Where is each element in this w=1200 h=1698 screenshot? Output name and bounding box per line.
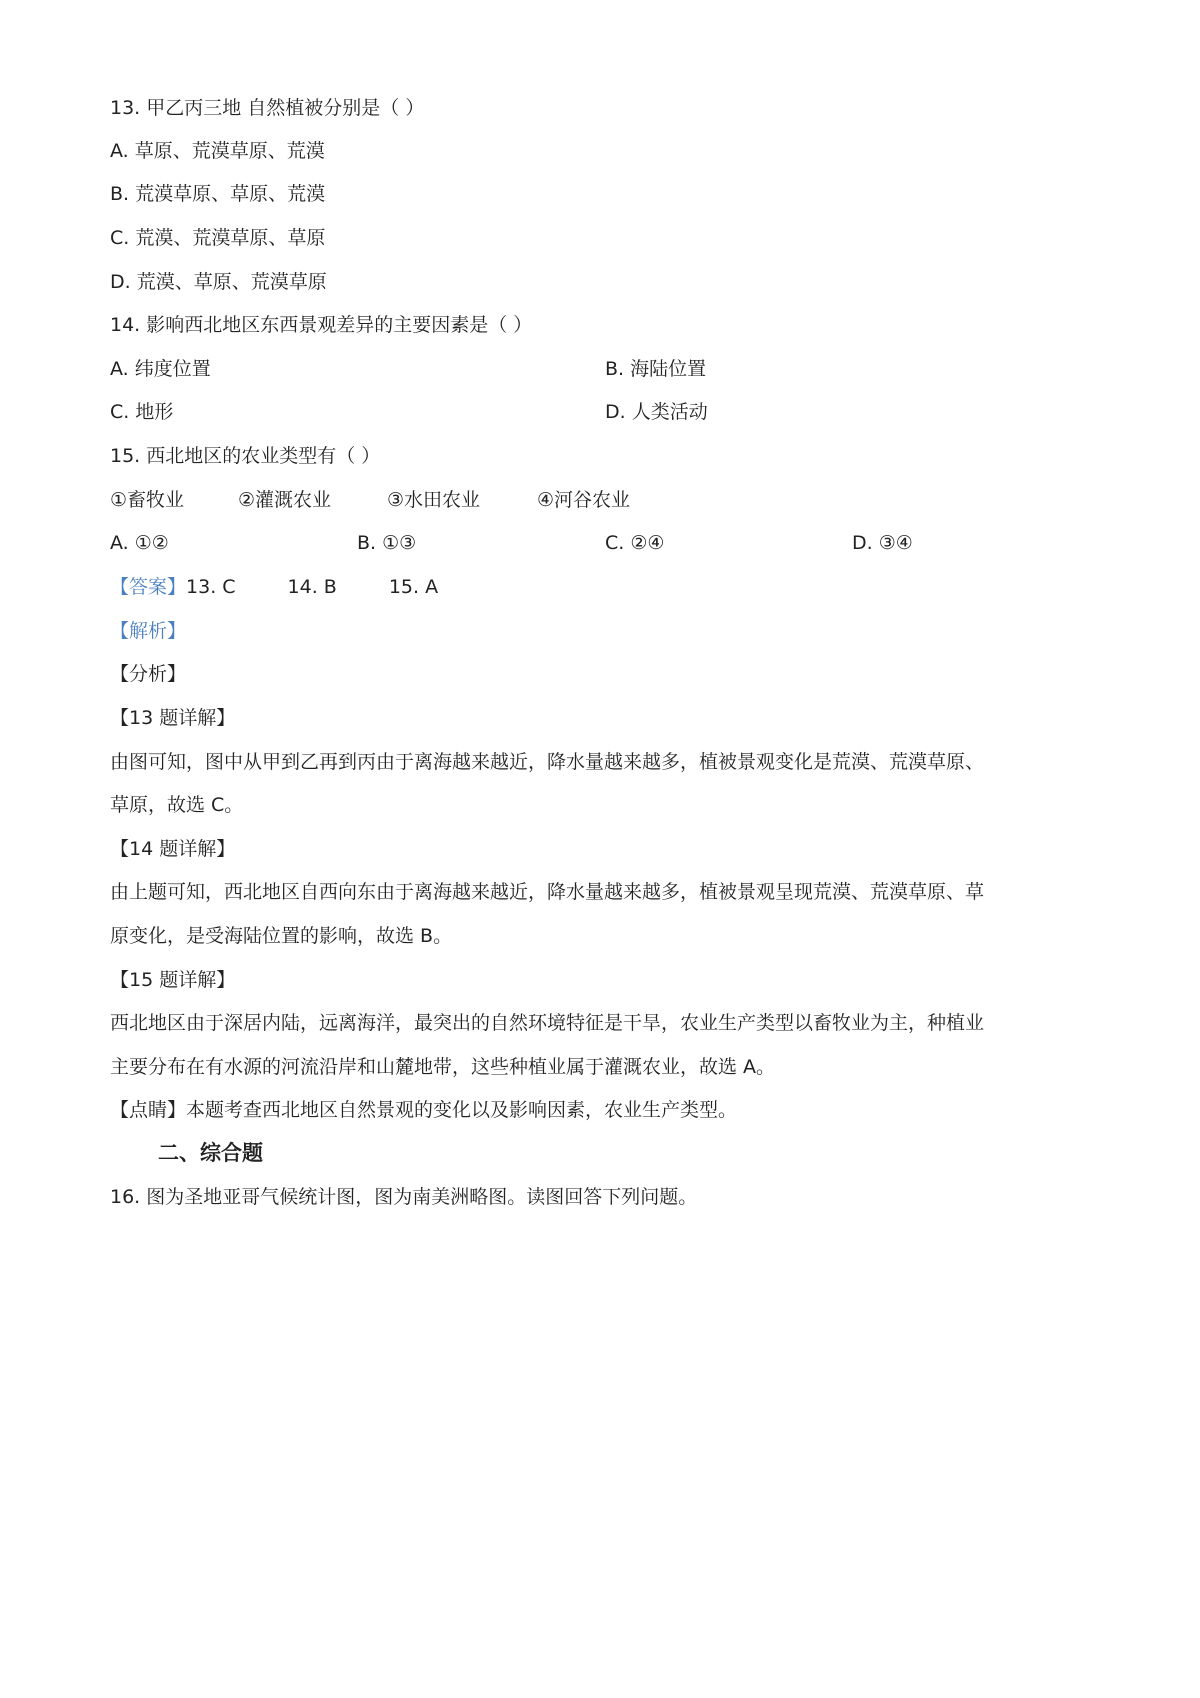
detail15-line2: 主要分布在有水源的河流沿岸和山麓地带，这些种植业属于灌溉农业，故选 A。 [110, 1056, 776, 1078]
detail14-title: 【14 题详解】 [110, 838, 236, 860]
detail13-title: 【13 题详解】 [110, 707, 236, 729]
q13-option-d: D. 荒漠、草原、荒漠草原 [110, 271, 327, 293]
answer-14: 14. B [287, 576, 337, 598]
q13-option-c: C. 荒漠、荒漠草原、草原 [110, 227, 326, 249]
fenxi-label: 【分析】 [110, 663, 187, 685]
q15-option-d: D. ③④ [852, 532, 913, 554]
detail13-line1: 由图可知，图中从甲到乙再到丙由于离海越来越近，降水量越来越多，植被景观变化是荒漠、荒漠草原、 [110, 751, 985, 773]
detail13-line2: 草原，故选 C。 [110, 794, 244, 816]
q15-stem: 15. 西北地区的农业类型有（ ） [110, 445, 381, 467]
detail15-line1: 西北地区由于深居内陆，远离海洋，最突出的自然环境特征是干旱，农业生产类型以畜牧业为主，种植业 [110, 1012, 985, 1034]
answer-line [110, 575, 438, 599]
q14-option-a: A. 纬度位置 [110, 358, 211, 380]
q14-option-b: B. 海陆位置 [605, 358, 707, 380]
q14-option-c: C. 地形 [110, 401, 174, 423]
detail14-line2: 原变化，是受海陆位置的影响，故选 B。 [110, 925, 453, 947]
q15-item-2: ②灌溉农业 [238, 489, 332, 511]
q15-option-b: B. ①③ [357, 532, 417, 554]
section2-title: 二、综合题 [158, 1141, 263, 1165]
detail14-line1: 由上题可知，西北地区自西向东由于离海越来越近，降水量越来越多，植被景观呈现荒漠、荒漠草原、草 [110, 881, 985, 903]
q14-option-d: D. 人类活动 [605, 401, 708, 423]
q15-item-3: ③水田农业 [387, 489, 481, 511]
q15-option-a: A. ①② [110, 532, 169, 554]
q13-option-a: A. 草原、荒漠草原、荒漠 [110, 140, 325, 162]
detail15-title: 【15 题详解】 [110, 969, 236, 991]
dianjing-note: 【点睛】本题考查西北地区自然景观的变化以及影响因素，农业生产类型。 [110, 1099, 738, 1121]
answer-15: 15. A [388, 576, 439, 598]
q15-item-4: ④河谷农业 [537, 489, 631, 511]
q14-stem: 14. 影响西北地区东西景观差异的主要因素是（ ） [110, 314, 533, 336]
answer-13: 13. C [186, 576, 236, 598]
q13-option-b: B. 荒漠草原、草原、荒漠 [110, 183, 326, 205]
analysis-label: 【解析】 [110, 620, 187, 642]
q15-item-1: ①畜牧业 [110, 489, 185, 511]
q13-stem: 13. 甲乙丙三地 自然植被分别是（ ） [110, 97, 425, 119]
q15-option-c: C. ②④ [605, 532, 665, 554]
q16-stem: 16. 图为圣地亚哥气候统计图，图为南美洲略图。读图回答下列问题。 [110, 1186, 698, 1208]
answer-label: 【答案】 [110, 576, 187, 598]
